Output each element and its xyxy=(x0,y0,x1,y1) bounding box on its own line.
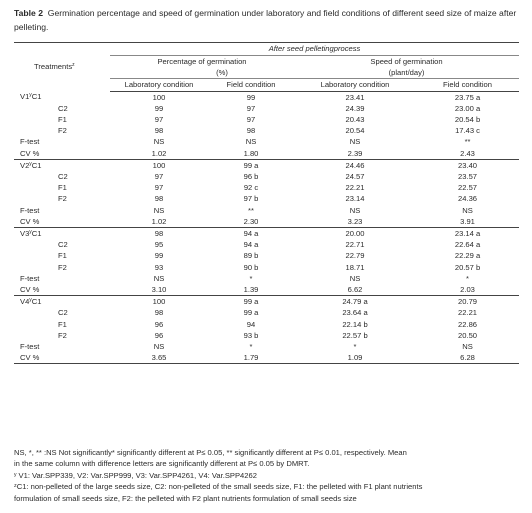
value-cell: 97 xyxy=(154,115,164,125)
value-cell: 3.65 xyxy=(110,352,208,364)
value-cell: ** xyxy=(464,137,471,147)
table-row xyxy=(14,91,519,103)
value-cell: 92 c xyxy=(243,183,259,193)
value-cell: 22.29 a xyxy=(454,251,481,261)
value-cell: 22.64 a xyxy=(454,240,481,250)
value-cell: 96 b xyxy=(243,172,259,182)
value-cell: 1.79 xyxy=(208,352,294,364)
value-cell: 99 a xyxy=(243,160,259,170)
value-cell: 6.28 xyxy=(416,352,519,364)
speed-unit: (plant/day) xyxy=(294,67,519,79)
value-cell: 95 xyxy=(154,240,164,250)
value-cell: 93 xyxy=(154,262,164,272)
table-title: Germination percentage and speed of germination under laboratory and field conditions of different seed size of maize after pelleting. xyxy=(14,8,517,32)
value-cell: 20.79 xyxy=(458,297,478,307)
value-cell: NS xyxy=(349,205,361,215)
value-cell: 20.00 xyxy=(345,229,365,239)
value-cell: 24.79 a xyxy=(342,297,368,307)
value-cell: * xyxy=(249,342,253,352)
value-cell: 22.79 xyxy=(345,251,365,261)
value-cell: NS xyxy=(153,137,165,147)
value-cell: 96 xyxy=(154,330,164,340)
value-cell: NS xyxy=(153,273,165,283)
treatment-cell: F2 xyxy=(58,262,67,272)
treatment-cell: F-test xyxy=(20,205,40,215)
value-cell: 99 xyxy=(246,92,256,102)
value-cell: ** xyxy=(248,205,254,215)
treatment-cell: V2$^y$C1 xyxy=(20,160,42,170)
pct-unit: (%) xyxy=(110,67,294,79)
value-cell: 23.14 xyxy=(345,194,365,204)
col-field-pct: Field condition xyxy=(208,79,294,91)
treatment-cell: F1 xyxy=(58,183,67,193)
value-cell: 20.57 b xyxy=(454,262,481,272)
treatment-cell: F1 xyxy=(58,115,67,125)
value-cell: 98 xyxy=(246,126,256,136)
value-cell: 23.57 xyxy=(458,172,478,182)
treatment-cell: C2 xyxy=(58,308,68,318)
treatment-cell: F-test xyxy=(20,137,40,147)
value-cell: 23.75 a xyxy=(454,92,481,102)
value-cell: 20.43 xyxy=(345,115,365,125)
treatments-header: Treatments$^z$ xyxy=(14,43,110,92)
value-cell: 97 xyxy=(154,172,164,182)
treatment-cell: F2 xyxy=(58,126,67,136)
table-label: Table 2 xyxy=(14,8,43,18)
value-cell: 93 b xyxy=(243,330,259,340)
treatment-cell: C2 xyxy=(58,172,68,182)
table-row xyxy=(14,216,519,228)
value-cell: 1.02 xyxy=(110,216,208,228)
value-cell: 99 xyxy=(154,103,164,113)
note-line: in the same column with difference letters are significantly different at P≤ 0.05 by DMRT. xyxy=(14,459,310,469)
col-lab-pct: Laboratory condition xyxy=(110,79,208,91)
table-row xyxy=(14,114,519,125)
value-cell: 23.40 xyxy=(458,160,478,170)
table-row xyxy=(14,136,519,147)
value-cell: 24.57 xyxy=(345,172,365,182)
value-cell: 22.86 xyxy=(458,319,478,329)
value-cell: 23.00 a xyxy=(454,103,481,113)
value-cell: 20.50 xyxy=(458,330,478,340)
value-cell: 97 xyxy=(246,103,256,113)
table-row xyxy=(14,296,519,308)
value-cell: 90 b xyxy=(243,262,259,272)
table-caption xyxy=(14,6,519,34)
value-cell: 3.10 xyxy=(110,284,208,296)
table-row xyxy=(14,273,519,284)
value-cell: 98 xyxy=(154,194,164,204)
table-row xyxy=(14,125,519,136)
table-row xyxy=(14,341,519,352)
value-cell: 3.91 xyxy=(416,216,519,228)
value-cell: 1.80 xyxy=(208,148,294,160)
value-cell: NS xyxy=(349,137,361,147)
value-cell: * xyxy=(353,342,357,352)
value-cell: NS xyxy=(462,342,473,352)
value-cell: 2.03 xyxy=(416,284,519,296)
table-row xyxy=(14,352,519,364)
table-row xyxy=(14,193,519,204)
value-cell: 100 xyxy=(152,297,166,307)
col-lab-speed: Laboratory condition xyxy=(294,79,416,91)
value-cell: 20.54 xyxy=(345,126,365,136)
value-cell: 3.23 xyxy=(294,216,416,228)
value-cell: 94 xyxy=(246,319,256,329)
top-header: After seed pelletingprocess xyxy=(110,43,519,56)
treatment-cell: F1 xyxy=(58,319,67,329)
value-cell: NS xyxy=(462,205,473,215)
treatment-cell: CV % xyxy=(14,284,110,296)
value-cell: 97 b xyxy=(243,194,259,204)
value-cell: 99 a xyxy=(243,308,259,318)
treatment-cell: C2 xyxy=(58,103,68,113)
value-cell: 97 xyxy=(246,115,256,125)
value-cell: 24.36 xyxy=(458,194,478,204)
value-cell: 22.14 b xyxy=(342,319,368,329)
table-row xyxy=(14,171,519,182)
value-cell: 89 b xyxy=(243,251,259,261)
value-cell: 17.43 c xyxy=(455,126,480,136)
note-line: formulation of small seeds size, F2: the pelleted with F2 plant nutrients formulation of small seeds size xyxy=(14,493,357,503)
table-row xyxy=(14,250,519,261)
value-cell: NS xyxy=(245,137,257,147)
value-cell: * xyxy=(249,273,253,283)
note-line: ʸ V1: Var.SPP339, V2: Var.SPP999, V3: Var.SPP4261, V4: Var.SPP4262 xyxy=(14,470,257,480)
value-cell: 18.71 xyxy=(345,262,365,272)
value-cell: 23.14 a xyxy=(454,229,481,239)
treatment-cell: V3$^y$C1 xyxy=(20,229,42,239)
table-row xyxy=(14,103,519,114)
germination-table xyxy=(14,42,519,364)
table-row xyxy=(14,182,519,193)
treatment-cell: C2 xyxy=(58,240,68,250)
treatment-cell: CV % xyxy=(14,148,110,160)
value-cell: 1.02 xyxy=(110,148,208,160)
table-row xyxy=(14,307,519,318)
note-line: ᶻC1: non-pelleted of the large seeds size, C2: non-pelleted of the small seeds size, F1: the pelleted with F1 plant nutrients xyxy=(14,482,423,492)
col-field-speed: Field condition xyxy=(416,79,519,91)
value-cell: 24.39 xyxy=(345,103,365,113)
value-cell: 94 a xyxy=(243,240,259,250)
table-row xyxy=(14,148,519,160)
treatment-cell: F2 xyxy=(58,330,67,340)
treatment-cell: F-test xyxy=(20,273,40,283)
value-cell: 24.46 xyxy=(345,160,365,170)
pct-group-header: Percentage of germination xyxy=(157,57,247,66)
value-cell: 6.62 xyxy=(294,284,416,296)
value-cell: 94 a xyxy=(243,229,259,239)
value-cell: 20.54 b xyxy=(454,115,481,125)
value-cell: NS xyxy=(153,342,165,352)
value-cell: 1.39 xyxy=(208,284,294,296)
treatment-cell: V4$^y$C1 xyxy=(20,297,42,307)
value-cell: 1.09 xyxy=(294,352,416,364)
table-row xyxy=(14,262,519,273)
value-cell: 22.57 xyxy=(458,183,478,193)
value-cell: 22.21 xyxy=(345,183,365,193)
value-cell: 2.30 xyxy=(208,216,294,228)
table-row xyxy=(14,205,519,216)
value-cell: 99 xyxy=(154,251,164,261)
treatment-cell: V1$^y$C1 xyxy=(20,92,42,102)
table-row xyxy=(14,330,519,341)
treatment-cell: CV % xyxy=(14,352,110,364)
note-line: NS, *, ** :NS Not significantly* significantly different at P≤ 0.05, ** significantly different at P≤ 0.01, respectively. Mean xyxy=(14,448,407,457)
value-cell: 100 xyxy=(152,160,166,170)
table-row xyxy=(14,228,519,240)
value-cell: NS xyxy=(153,205,165,215)
treatment-cell: CV % xyxy=(14,216,110,228)
table-row xyxy=(14,239,519,250)
value-cell: 98 xyxy=(154,308,164,318)
table-notes xyxy=(14,447,524,504)
speed-group-header: Speed of germination xyxy=(370,57,443,66)
value-cell: 2.39 xyxy=(294,148,416,160)
value-cell: 22.21 xyxy=(458,308,478,318)
value-cell: 98 xyxy=(154,229,164,239)
value-cell: 96 xyxy=(154,319,164,329)
value-cell: 100 xyxy=(152,92,166,102)
value-cell: 2.43 xyxy=(416,148,519,160)
treatment-cell: F-test xyxy=(20,342,40,352)
value-cell: 97 xyxy=(154,183,164,193)
table-row xyxy=(14,159,519,171)
value-cell: 23.64 a xyxy=(342,308,368,318)
treatment-cell: F2 xyxy=(58,194,67,204)
table-row xyxy=(14,284,519,296)
table-row xyxy=(14,319,519,330)
value-cell: 22.71 xyxy=(345,240,365,250)
value-cell: 99 a xyxy=(243,297,259,307)
value-cell: NS xyxy=(349,273,361,283)
value-cell: 98 xyxy=(154,126,164,136)
value-cell: 22.57 b xyxy=(342,330,368,340)
table-body xyxy=(14,91,519,364)
treatment-cell: F1 xyxy=(58,251,67,261)
value-cell: * xyxy=(466,273,469,283)
value-cell: 23.41 xyxy=(345,92,365,102)
